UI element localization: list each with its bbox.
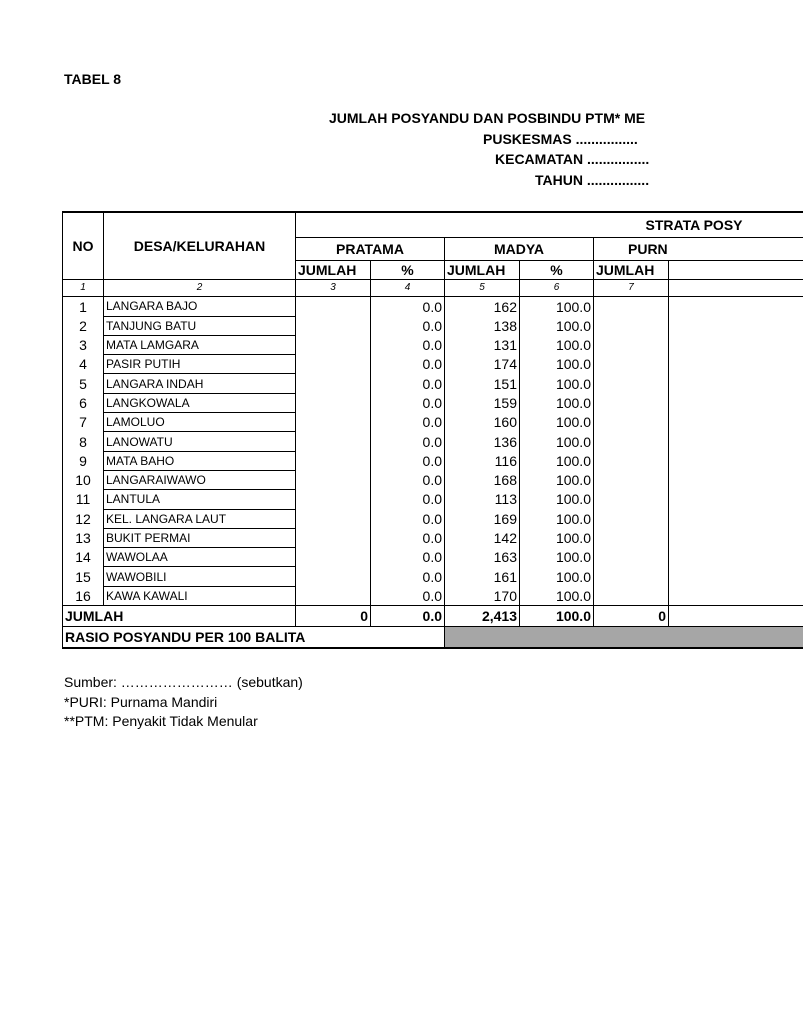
row-pratama-jumlah	[296, 567, 371, 586]
table-row	[63, 335, 803, 354]
row-purnama-pct	[669, 316, 803, 335]
row-madya-pct: 100.0	[520, 374, 594, 393]
ratio-shaded-cell	[445, 627, 803, 649]
row-madya-jumlah: 174	[445, 355, 520, 374]
header-madya-pct: %	[520, 261, 594, 280]
row-pratama-jumlah	[296, 528, 371, 547]
row-madya-jumlah: 168	[445, 470, 520, 489]
row-purnama-pct	[669, 470, 803, 489]
title-line-puskesmas: PUSKESMAS ................	[483, 131, 638, 147]
row-pratama-pct: 0.0	[371, 548, 445, 567]
row-purnama-pct	[669, 548, 803, 567]
row-pratama-pct: 0.0	[371, 413, 445, 432]
index-cell: 4	[371, 280, 445, 297]
header-purnama-pct	[669, 261, 803, 280]
row-no: 9	[63, 451, 104, 470]
row-purnama-pct	[669, 393, 803, 412]
row-madya-pct: 100.0	[520, 509, 594, 528]
index-cell: 6	[520, 280, 594, 297]
table-row	[63, 297, 803, 316]
row-desa-name: LANGARAIWAWO	[104, 470, 296, 489]
total-row	[63, 606, 803, 627]
header-pratama-pct: %	[371, 261, 445, 280]
table-row	[63, 470, 803, 489]
row-no: 10	[63, 470, 104, 489]
total-pratama-jumlah: 0	[296, 606, 371, 627]
row-purnama-pct	[669, 335, 803, 354]
row-purnama-jumlah	[594, 451, 669, 470]
row-desa-name: LANGARA INDAH	[104, 374, 296, 393]
row-desa-name: LANGARA BAJO	[104, 297, 296, 316]
row-pratama-pct: 0.0	[371, 451, 445, 470]
index-cell: 7	[594, 280, 669, 297]
table-row	[63, 355, 803, 374]
table-row	[63, 509, 803, 528]
table-row	[63, 548, 803, 567]
row-pratama-jumlah	[296, 297, 371, 316]
header-madya: MADYA	[445, 238, 594, 261]
header-desa: DESA/KELURAHAN	[104, 212, 296, 280]
row-madya-jumlah: 169	[445, 509, 520, 528]
footnotes	[64, 673, 303, 732]
row-madya-pct: 100.0	[520, 413, 594, 432]
row-pratama-jumlah	[296, 374, 371, 393]
row-no: 15	[63, 567, 104, 586]
row-madya-jumlah: 142	[445, 528, 520, 547]
row-madya-pct: 100.0	[520, 316, 594, 335]
row-pratama-pct: 0.0	[371, 470, 445, 489]
row-pratama-jumlah	[296, 586, 371, 605]
row-purnama-jumlah	[594, 567, 669, 586]
row-desa-name: WAWOLAA	[104, 548, 296, 567]
row-pratama-pct: 0.0	[371, 297, 445, 316]
row-no: 12	[63, 509, 104, 528]
index-cell: 3	[296, 280, 371, 297]
row-pratama-jumlah	[296, 413, 371, 432]
row-purnama-pct	[669, 490, 803, 509]
row-madya-jumlah: 131	[445, 335, 520, 354]
ratio-row	[63, 627, 803, 649]
row-purnama-pct	[669, 509, 803, 528]
row-madya-jumlah: 113	[445, 490, 520, 509]
row-no: 14	[63, 548, 104, 567]
row-madya-pct: 100.0	[520, 432, 594, 451]
row-purnama-pct	[669, 586, 803, 605]
table-number: TABEL 8	[64, 71, 122, 87]
row-madya-jumlah: 116	[445, 451, 520, 470]
row-pratama-jumlah	[296, 432, 371, 451]
index-cell: 2	[104, 280, 296, 297]
row-desa-name: LAMOLUO	[104, 413, 296, 432]
row-pratama-pct: 0.0	[371, 355, 445, 374]
row-purnama-jumlah	[594, 413, 669, 432]
title-line-1: JUMLAH POSYANDU DAN POSBINDU PTM* ME	[329, 110, 646, 126]
total-madya-jumlah: 2,413	[445, 606, 520, 627]
row-purnama-pct	[669, 451, 803, 470]
row-pratama-pct: 0.0	[371, 490, 445, 509]
row-no: 16	[63, 586, 104, 605]
row-madya-pct: 100.0	[520, 393, 594, 412]
row-pratama-pct: 0.0	[371, 567, 445, 586]
row-pratama-pct: 0.0	[371, 432, 445, 451]
table-row	[63, 490, 803, 509]
row-madya-pct: 100.0	[520, 567, 594, 586]
header-pratama-jumlah: JUMLAH	[296, 261, 371, 280]
row-purnama-jumlah	[594, 490, 669, 509]
row-no: 4	[63, 355, 104, 374]
row-madya-jumlah: 161	[445, 567, 520, 586]
row-purnama-pct	[669, 567, 803, 586]
row-no: 1	[63, 297, 104, 316]
row-madya-jumlah: 170	[445, 586, 520, 605]
row-purnama-pct	[669, 374, 803, 393]
posyandu-table-viewport	[62, 211, 743, 656]
row-desa-name: KAWA KAWALI	[104, 586, 296, 605]
table-row	[63, 528, 803, 547]
row-madya-pct: 100.0	[520, 490, 594, 509]
row-madya-jumlah: 162	[445, 297, 520, 316]
row-madya-jumlah: 163	[445, 548, 520, 567]
row-pratama-pct: 0.0	[371, 393, 445, 412]
row-pratama-jumlah	[296, 470, 371, 489]
row-purnama-jumlah	[594, 432, 669, 451]
table-row	[63, 393, 803, 412]
row-no: 5	[63, 374, 104, 393]
row-purnama-jumlah	[594, 355, 669, 374]
row-madya-jumlah: 136	[445, 432, 520, 451]
row-purnama-jumlah	[594, 335, 669, 354]
row-pratama-pct: 0.0	[371, 316, 445, 335]
row-madya-pct: 100.0	[520, 335, 594, 354]
source-note: Sumber: …………………… (sebutkan)	[64, 674, 303, 690]
row-pratama-jumlah	[296, 393, 371, 412]
row-pratama-jumlah	[296, 355, 371, 374]
report-title	[0, 110, 667, 195]
row-purnama-jumlah	[594, 393, 669, 412]
table-row	[63, 413, 803, 432]
header-row-1	[63, 212, 803, 238]
header-strata: STRATA POSY	[296, 212, 803, 238]
row-desa-name: WAWOBILI	[104, 567, 296, 586]
row-no: 3	[63, 335, 104, 354]
ratio-label: RASIO POSYANDU PER 100 BALITA	[63, 627, 445, 649]
row-madya-pct: 100.0	[520, 470, 594, 489]
table-row	[63, 316, 803, 335]
index-row	[63, 280, 803, 297]
title-line-tahun: TAHUN ................	[535, 172, 650, 188]
table-row	[63, 586, 803, 605]
header-purnama-jumlah: JUMLAH	[594, 261, 669, 280]
row-purnama-pct	[669, 297, 803, 316]
row-no: 11	[63, 490, 104, 509]
row-desa-name: KEL. LANGARA LAUT	[104, 509, 296, 528]
row-purnama-jumlah	[594, 470, 669, 489]
row-desa-name: LANGKOWALA	[104, 393, 296, 412]
row-pratama-pct: 0.0	[371, 528, 445, 547]
total-purnama-pct	[669, 606, 803, 627]
row-purnama-jumlah	[594, 548, 669, 567]
row-purnama-jumlah	[594, 297, 669, 316]
row-madya-pct: 100.0	[520, 586, 594, 605]
row-no: 8	[63, 432, 104, 451]
row-pratama-pct: 0.0	[371, 335, 445, 354]
row-pratama-jumlah	[296, 451, 371, 470]
row-madya-jumlah: 138	[445, 316, 520, 335]
header-purnama: PURN	[594, 238, 803, 261]
row-desa-name: TANJUNG BATU	[104, 316, 296, 335]
row-purnama-pct	[669, 528, 803, 547]
index-cell: 5	[445, 280, 520, 297]
row-pratama-jumlah	[296, 335, 371, 354]
row-pratama-pct: 0.0	[371, 509, 445, 528]
index-cell: 1	[63, 280, 104, 297]
row-desa-name: PASIR PUTIH	[104, 355, 296, 374]
row-pratama-jumlah	[296, 490, 371, 509]
row-desa-name: LANOWATU	[104, 432, 296, 451]
row-purnama-jumlah	[594, 316, 669, 335]
header-pratama: PRATAMA	[296, 238, 445, 261]
index-cell	[669, 280, 803, 297]
row-no: 7	[63, 413, 104, 432]
row-pratama-jumlah	[296, 548, 371, 567]
ptm-note: **PTM: Penyakit Tidak Menular	[64, 713, 258, 729]
row-no: 13	[63, 528, 104, 547]
total-label: JUMLAH	[63, 606, 296, 627]
row-no: 2	[63, 316, 104, 335]
table-row	[63, 451, 803, 470]
row-pratama-jumlah	[296, 316, 371, 335]
table-row	[63, 374, 803, 393]
row-desa-name: MATA LAMGARA	[104, 335, 296, 354]
row-madya-pct: 100.0	[520, 297, 594, 316]
row-desa-name: MATA BAHO	[104, 451, 296, 470]
row-madya-jumlah: 151	[445, 374, 520, 393]
title-line-kecamatan: KECAMATAN ................	[495, 151, 650, 167]
table-row	[63, 567, 803, 586]
row-desa-name: LANTULA	[104, 490, 296, 509]
row-pratama-jumlah	[296, 509, 371, 528]
row-purnama-jumlah	[594, 586, 669, 605]
table-row	[63, 432, 803, 451]
puri-note: *PURI: Purnama Mandiri	[64, 693, 218, 710]
row-madya-pct: 100.0	[520, 451, 594, 470]
row-pratama-pct: 0.0	[371, 374, 445, 393]
header-madya-jumlah: JUMLAH	[445, 261, 520, 280]
row-no: 6	[63, 393, 104, 412]
row-madya-pct: 100.0	[520, 355, 594, 374]
total-purnama-jumlah: 0	[594, 606, 669, 627]
total-pratama-pct: 0.0	[371, 606, 445, 627]
header-no: NO	[63, 212, 104, 280]
data-rows	[63, 297, 803, 606]
row-pratama-pct: 0.0	[371, 586, 445, 605]
row-desa-name: BUKIT PERMAI	[104, 528, 296, 547]
row-madya-jumlah: 160	[445, 413, 520, 432]
row-purnama-jumlah	[594, 509, 669, 528]
row-purnama-jumlah	[594, 528, 669, 547]
posyandu-table	[62, 211, 803, 649]
row-madya-jumlah: 159	[445, 393, 520, 412]
row-madya-pct: 100.0	[520, 548, 594, 567]
row-purnama-pct	[669, 413, 803, 432]
row-purnama-pct	[669, 432, 803, 451]
row-purnama-pct	[669, 355, 803, 374]
total-madya-pct: 100.0	[520, 606, 594, 627]
row-madya-pct: 100.0	[520, 528, 594, 547]
row-purnama-jumlah	[594, 374, 669, 393]
